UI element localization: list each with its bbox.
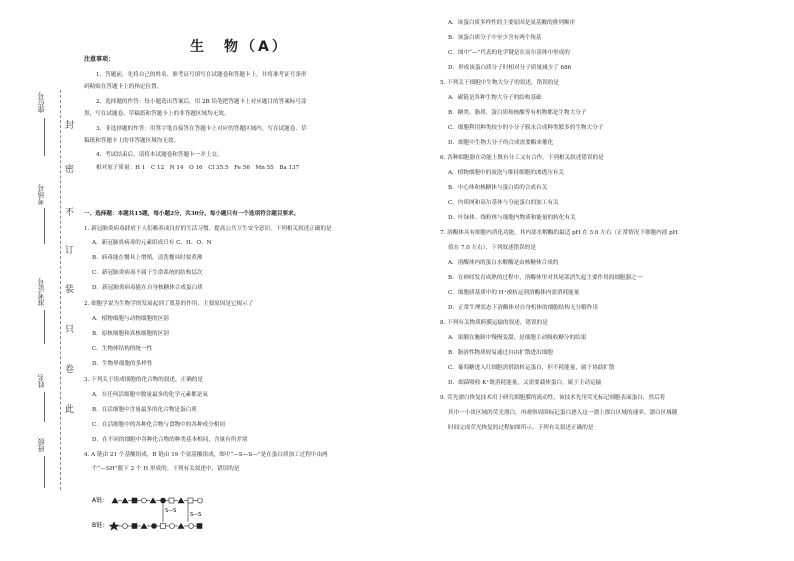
room-number-label: 考场号	[37, 184, 45, 205]
question-stem: 9. 荧光漂白恢复技术用于研究细胞膜的流动性，该技术先用荧光标记细胞表面蛋白，然后将	[440, 395, 666, 401]
room-number-line[interactable]	[44, 208, 45, 244]
answer-option: D．正常生理状态下溶酶体对自身机体的细胞结构无分解作用	[448, 305, 598, 311]
answer-option: A．新冠肺炎病毒的元素组成只有 C、H、O、N	[92, 240, 212, 246]
binding-margin	[0, 0, 80, 561]
answer-option: D．形成该蛋白质分子时相对分子质量减少了 686	[448, 65, 572, 71]
answer-option: D．细菌吸收 K⁺既消耗能量，又需要载体蛋白，属于主动运输	[448, 380, 602, 386]
residue-circle	[161, 498, 166, 503]
seat-number-line[interactable]	[44, 118, 45, 156]
admission-number-label: 准考证号	[37, 278, 45, 306]
notice-line: 1、答题前，先将自己的姓名、准考证号填写在试题卷和答题卡上，并将准考证号条形	[96, 72, 307, 78]
peptide-chain-diagram	[92, 490, 242, 545]
name-label: 姓名	[37, 374, 45, 388]
answer-option: A．植物细胞中的液泡与维持细胞的渗透压有关	[448, 170, 564, 176]
answer-option: A．果脯在腌制中慢慢变甜，是细胞主动吸收糖分的结果	[448, 335, 587, 341]
residue-star	[110, 522, 119, 530]
chain-a	[112, 498, 203, 503]
answer-option: B．该蛋白质分子中至少含有两个羧基	[448, 35, 542, 41]
margin-char: 不	[65, 208, 75, 218]
question-stem-cont: 值在 7.0 左右），下列叙述错误的是	[448, 245, 536, 251]
question-stem: 6. 各种细胞器在功能上既有分工又有合作。下列相关叙述错误的是	[440, 155, 604, 161]
residue-circle	[123, 524, 128, 529]
answer-option: B．原核细胞和真核细胞的区别	[92, 331, 169, 337]
residue-square	[132, 498, 137, 503]
question-stem: 3. 下列关于组成细胞的化合物的叙述，正确的是	[84, 377, 203, 383]
answer-option: C．细胞质基质中的 H⁺被转运到溶酶体内需消耗能量	[448, 290, 580, 296]
margin-char: 装	[65, 285, 75, 295]
answer-option: B．糖类、脂质、蛋白质和核酸等有机物都是生物大分子	[448, 110, 587, 116]
answer-option: C．葡萄糖进入红细胞需借助转运蛋白，但不耗能量，属于协助扩散	[448, 365, 615, 371]
residue-triangle	[150, 498, 156, 503]
answer-option: D．在不同的细胞中各种化合物的种类基本相同，含量有所差别	[92, 437, 248, 443]
answer-option: D．细胞中生物大分子的合成需要酶来催化	[448, 140, 554, 146]
answer-option: B．病毒能在餐具上增殖，清洗餐具时要煮沸	[92, 255, 203, 261]
question-stem: 5. 下列关于细胞中生物大分子的叙述，错误的是	[440, 80, 559, 86]
class-label: 班级	[37, 438, 45, 452]
answer-option: C．新冠肺炎病毒不属于生命系统的结构层次	[92, 270, 203, 276]
residue-circle	[170, 524, 175, 529]
residue-square	[161, 524, 166, 529]
residue-square	[169, 498, 174, 503]
margin-char: 密	[65, 165, 75, 175]
notice-line: 2、选择题的作答：每小题选出答案后，用 2B 铅笔把答题卡上对应题目的答案标号涂	[96, 99, 307, 105]
answer-option: B．在活细胞中含量最多的化合物是蛋白质	[92, 407, 197, 413]
answer-option: A．溶酶体内的蛋白水解酶是由核糖体合成的	[448, 260, 559, 266]
atomic-mass-line: 相对原子质量：H 1 C 12 N 14 O 16 Cl 35.5 Fe 56 Mn 55 Ba 137	[96, 165, 300, 171]
name-line[interactable]	[44, 392, 45, 422]
chain-b	[110, 522, 203, 530]
answer-option: D．新冠肺炎病毒能在自身核糖体合成蛋白质	[92, 285, 203, 291]
margin-char: 订	[65, 246, 75, 256]
residue-triangle	[141, 524, 147, 529]
answer-option: A．碳链是各种生物大分子的结构基础	[448, 95, 542, 101]
margin-char: 卷	[65, 365, 75, 375]
residue-square	[188, 498, 193, 503]
residue-circle	[198, 498, 203, 503]
answer-option: C．内质网和高尔基体与分泌蛋白的加工有关	[448, 200, 559, 206]
answer-option: B．脂溶性物质较易通过自由扩散进出细胞	[448, 350, 553, 356]
residue-circle	[189, 524, 194, 529]
question-stem: 1. 新冠肺炎病毒肆虐于人们赖养成良好的生活习惯，提高公共卫生安全意识。下列相关叙述正确的是	[84, 226, 332, 232]
answer-option: C．在活细胞中的各种化合物与食物中的各种成分相同	[92, 422, 225, 428]
answer-option: A．在任何活细胞中数量最多的化学元素都是氧	[92, 392, 208, 398]
residue-triangle	[178, 524, 184, 529]
question-stem: 8. 下列有关物质跨膜运输的叙述，错误的是	[440, 320, 548, 326]
cut-line	[60, 90, 61, 490]
residue-square	[197, 524, 202, 529]
residue-circle	[152, 524, 157, 529]
notice-line: 稿纸和答题卡上的非答题区域均无效。	[84, 138, 180, 144]
answer-option: C．生物体结构的统一性	[92, 346, 153, 352]
residue-triangle	[122, 498, 128, 503]
chain-a-label: A链:	[92, 497, 105, 504]
residue-circle	[142, 498, 147, 503]
answer-option: A．该蛋白质多样性的主要原因是氨基酸的排列顺序	[448, 20, 576, 26]
page-title: 生 物（A）	[190, 39, 289, 55]
answer-option: C．图中“—”代表的化学键是在高尔基体中形成的	[448, 50, 570, 56]
answer-option: D．生物界细胞的多样性	[92, 361, 153, 367]
question-stem: 4. A 链由 21 个基酸组成，B 链由 19 个氨基酸组成，图中“—S—S—”是在蛋白质加工过程中由两	[84, 452, 328, 458]
question-stem-cont: 个“—SH”脱下 2 个 H 形成的。下列有关叙述中，错误的是	[92, 466, 240, 472]
class-line[interactable]	[44, 456, 45, 488]
margin-char: 只	[65, 325, 75, 335]
seat-number-label: 座位号	[37, 92, 45, 113]
question-stem-cont: 时间完成荧光恢复的过程如图所示。下列有关叙述正确的是	[448, 425, 594, 431]
section-heading: 一、选择题：本题共15题，每小题2分，共30分。每小题只有一个选项符合题目要求。	[84, 211, 300, 217]
question-stem: 7. 溶酶体具有细胞内消化功能，其内部水解酶的最适 pH 在 5.0 左右（正常情况下细胞内液 pH	[440, 230, 678, 236]
margin-char: 封	[65, 121, 75, 131]
residue-triangle	[112, 498, 118, 503]
ss-bond-label: S—S	[165, 508, 177, 514]
answer-option: A．植物细胞与动物细胞的区别	[92, 316, 169, 322]
ss-bond-label: S—S	[190, 512, 202, 518]
question-stem-cont: 其中一小块区域的荧光漂白，再观察周围标记蛋白逐入这一漂上漂白区域的速率。漂白区域随	[448, 410, 678, 416]
question-stem: 2. 细胞学说为生物学的发展起到了奠基的作用，主要原因是它揭示了	[84, 301, 254, 307]
notice-line: 4、考试结束后，请将本试题卷和答题卡一并上交。	[96, 152, 223, 158]
residue-triangle	[178, 498, 184, 503]
notice-line: 3、非选择题的作答：用签字笔直接答在答题卡上对应的答题区域内。写在试题卷、草	[96, 126, 307, 132]
admission-number-line[interactable]	[44, 310, 45, 344]
answer-option: C．细胞利用种类较少的小分子脱水合成种类繁多的生物大分子	[448, 125, 604, 131]
chain-b-label: B链:	[92, 522, 105, 529]
notice-heading: 注意事项：	[84, 56, 115, 63]
notice-line: 黑，写在试题卷、草稿纸和答题卡上的非答题区域均无效。	[84, 111, 230, 117]
answer-option: B．中心体和核糖体与蛋白质的合成有关	[448, 185, 548, 191]
margin-char: 此	[65, 405, 75, 415]
answer-option: B．在神经发育成熟的过程中，溶酶体里对其尾部消失起主要作用的细胞器之一	[448, 275, 643, 281]
notice-line: 码粘贴在答题卡上的指定位置。	[84, 84, 163, 90]
answer-option: D．叶绿体、线粒体与细胞内物质和能量的转化有关	[448, 215, 576, 221]
residue-square	[132, 524, 137, 529]
